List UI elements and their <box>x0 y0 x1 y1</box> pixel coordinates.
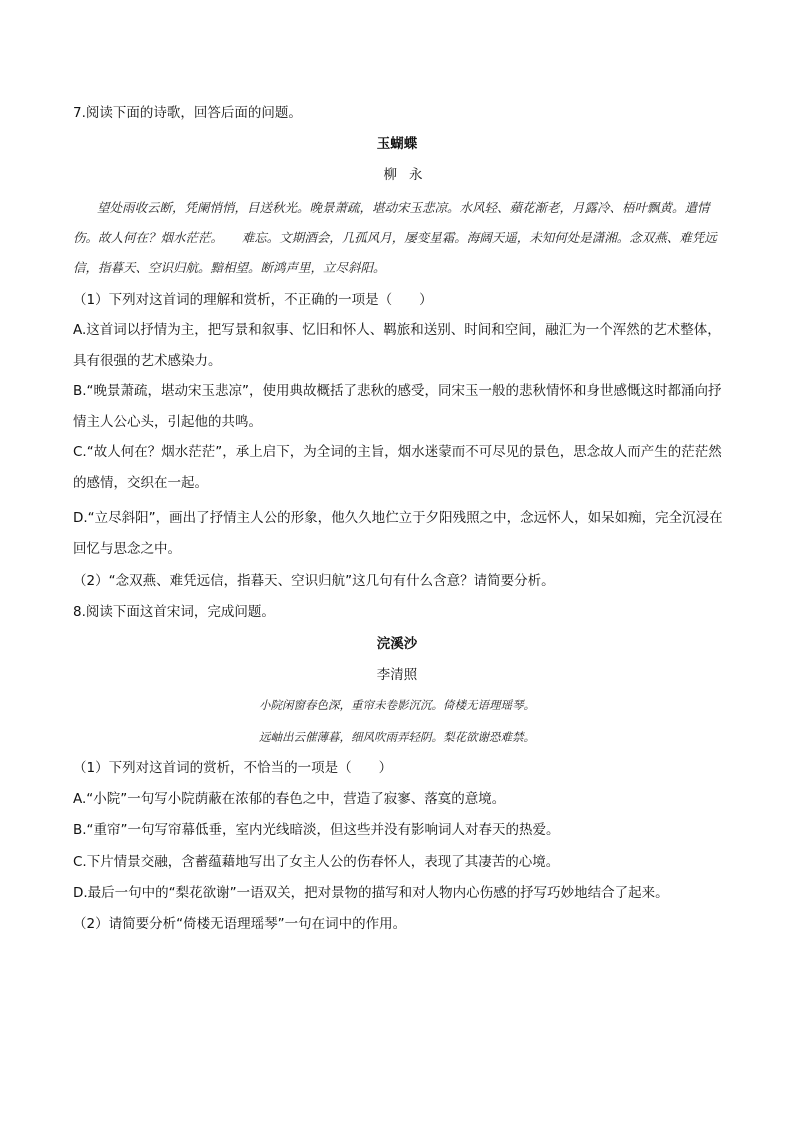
question-7-intro: 7.阅读下面的诗歌，回答后面的问题。 <box>73 105 302 121</box>
poem-line-2: 远岫出云催薄暮，细风吹雨弄轻阴。梨花欲谢恐难禁。 <box>259 730 535 744</box>
poem-text-yuhudie: 望处雨收云断，凭阑悄悄，目送秋光。晚景萧疏，堪动宋玉悲凉。水风轻、蘋花渐老，月露冷、梧叶飘黄。遣情伤。故人何在？烟水茫茫。 难忘。文期酒会，几孤风月，屡变星霜。海阔天遥，未知何处是潇湘。念双燕、难凭远信，指暮天、空识归航。黯相望。断鸿声里，立尽斜阳。 <box>73 200 717 275</box>
question-7-option-d: D.“立尽斜阳”，画出了抒情主人公的形象，他久久地伫立于夕阳残照之中，念远怀人，如呆如痴，完全沉浸在回忆与思念之中。 <box>73 510 723 557</box>
question-8-option-a: A.“小院”一句写小院荫蔽在浓郁的春色之中，营造了寂寥、落寞的意境。 <box>73 791 506 807</box>
question-8-sub1: （1）下列对这首词的赏析，不恰当的一项是（ ） <box>73 760 393 776</box>
poem-author-liuyong: 柳永 <box>383 167 435 183</box>
question-7-sub1: （1）下列对这首词的理解和赏析，不正确的一项是（ ） <box>73 292 433 308</box>
question-7-option-c: C.“故人何在？烟水茫茫”，承上启下，为全词的主旨，烟水迷蒙而不可尽见的景色，思念故人而产生的茫茫然的感情，交织在一起。 <box>73 444 722 491</box>
question-8-option-b: B.“重帘”一句写帘幕低垂，室内光线暗淡，但这些并没有影响词人对春天的热爱。 <box>73 822 560 838</box>
question-8-intro: 8.阅读下面这首宋词，完成问题。 <box>73 604 275 620</box>
question-8-option-c: C.下片情景交融，含蓄蕴藉地写出了女主人公的伤春怀人，表现了其凄苦的心境。 <box>73 854 560 870</box>
question-7-option-a: A.这首词以抒情为主，把写景和叙事、忆旧和怀人、羁旅和送别、时间和空间，融汇为一个浑然的艺术整体，具有很强的艺术感染力。 <box>73 322 721 369</box>
poem-line-1: 小院闲窗春色深，重帘未卷影沉沉。倚楼无语理瑶琴。 <box>259 698 535 712</box>
question-7-option-b: B.“晚景萧疏，堪动宋玉悲凉”，使用典故概括了悲秋的感受，同宋玉一般的悲秋情怀和身世感慨这时都涌向抒情主人公心头，引起他的共鸣。 <box>73 383 722 430</box>
poem-title-yuhudie: 玉蝴蝶 <box>376 136 418 152</box>
question-8-sub2: （2）请简要分析“倚楼无语理瑶琴”一句在词中的作用。 <box>73 916 407 932</box>
question-8-option-d: D.最后一句中的“梨花欲谢”一语双关，把对景物的描写和对人物内心伤感的抒写巧妙地结合了起来。 <box>73 885 669 901</box>
poem-author-liqingzhao: 李清照 <box>376 667 418 683</box>
question-7-sub2: （2）“念双燕、难凭远信，指暮天、空识归航”这几句有什么含意？请简要分析。 <box>73 573 555 589</box>
poem-title-huanxisha: 浣溪沙 <box>376 636 418 652</box>
